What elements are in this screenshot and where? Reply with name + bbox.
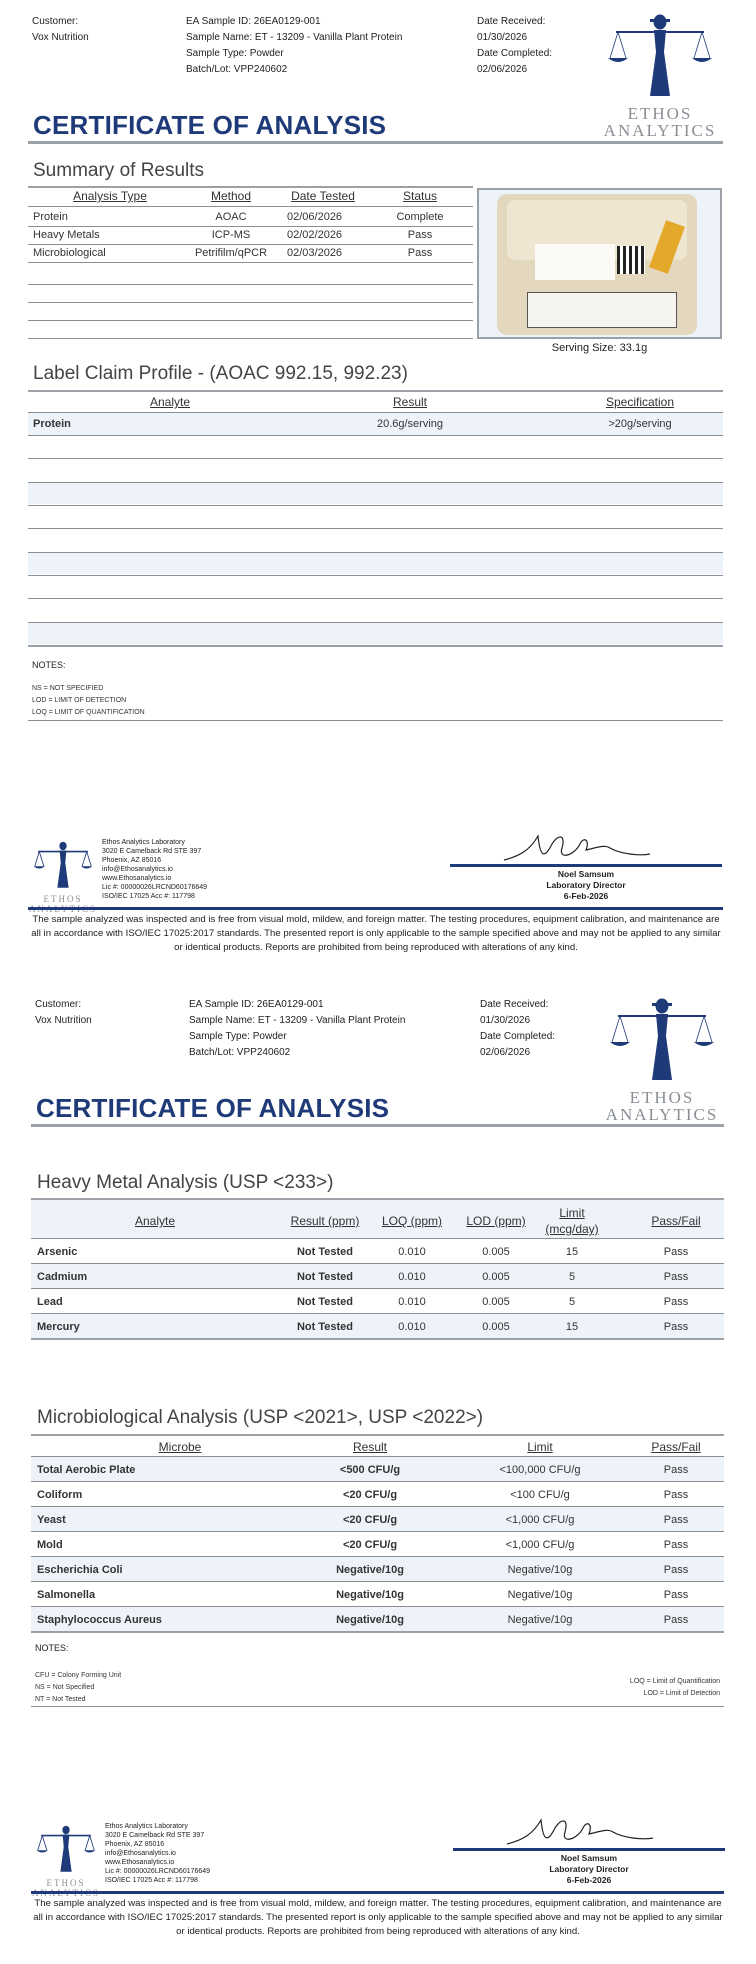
micro-cell: <500 CFU/g <box>339 1464 401 1476</box>
micro-cell: Pass <box>663 1589 689 1601</box>
notes2-bottom-rule <box>31 1706 724 1707</box>
summary-rule <box>28 262 473 263</box>
hm-cell: 0.010 <box>398 1321 426 1333</box>
customer-label-p2: Customer: <box>35 999 82 1010</box>
micro-cell: Yeast <box>37 1514 66 1526</box>
lab-info <box>102 838 207 901</box>
date-received-label: Date Received: <box>477 16 546 27</box>
sample-name-p2: Sample Name: ET - 13209 - Vanilla Plant Protein <box>189 1015 406 1026</box>
micro-cell: <100,000 CFU/g <box>499 1464 581 1476</box>
notes2-cfu: CFU = Colony Forming Unit <box>35 1672 122 1679</box>
micro-cell: Negative/10g <box>507 1589 573 1601</box>
micro-top-rule <box>31 1434 724 1436</box>
summary-title: Summary of Results <box>33 160 205 181</box>
summary-rule <box>28 206 473 207</box>
signer-name-p2: Noel Samsum <box>560 1853 618 1863</box>
label-rule <box>28 552 723 553</box>
hm-cell: Pass <box>663 1246 689 1258</box>
label-row-band <box>28 552 723 574</box>
summary-row-1-date: 02/06/2026 <box>287 211 343 223</box>
micro-cell: Pass <box>663 1539 689 1551</box>
label-row-1-analyte: Protein <box>33 418 71 430</box>
logo-line-2: ANALYTICS <box>603 121 717 140</box>
micro-cell: Pass <box>663 1564 689 1576</box>
signature-image-p2 <box>503 1810 663 1850</box>
product-label-white <box>535 244 615 280</box>
hm-cell: 5 <box>568 1296 576 1308</box>
micro-cell: <20 CFU/g <box>342 1539 398 1551</box>
title-rule-p2 <box>31 1124 724 1127</box>
customer-label: Customer: <box>32 16 79 27</box>
ethos-logo <box>598 8 722 138</box>
summary-col-analysis-type: Analysis Type <box>73 189 147 203</box>
lab-info-line: 3020 E Camelback Rd STE 397 <box>102 848 202 855</box>
hm-cell: 0.010 <box>398 1296 426 1308</box>
hm-col-loq: LOQ (ppm) <box>381 1214 442 1228</box>
sample-id-p2: EA Sample ID: 26EA0129-001 <box>189 999 324 1010</box>
micro-cell: Pass <box>663 1464 689 1476</box>
serving-size: Serving Size: 33.1g <box>551 342 648 354</box>
lab-info-line: www.Ethosanalytics.io <box>105 1859 175 1866</box>
micro-rule <box>31 1581 724 1582</box>
lab-info-line: Phoenix, AZ 85016 <box>105 1841 165 1848</box>
micro-cell: Negative/10g <box>336 1564 404 1576</box>
hm-cell: Arsenic <box>37 1246 78 1258</box>
lab-info-line: Ethos Analytics Laboratory <box>105 1823 188 1830</box>
footer-disclaimer-p2: The sample analyzed was inspected and is free from visual mold, mildew, and foreign matter. The testing procedures, equipment calibration, and maintenance are all in accordance with ISO/IEC 17025:2017 standards. The presented report is only applicable to the sample specified above and may not be applied to any similar or identical products. Reports are prohibited from being reproduced with alterations of any kind. <box>33 1898 723 1937</box>
summary-rule <box>28 284 473 285</box>
micro-cell: Pass <box>663 1489 689 1501</box>
label-row-band <box>28 622 723 644</box>
signature-rule <box>450 864 722 867</box>
footer-disclaimer: The sample analyzed was inspected and is free from visual mold, mildew, and foreign matter. The testing procedures, equipment calibration, and maintenance are all in accordance with ISO/IEC 17025:2017 standards. The presented report is only applicable to the sample specified above and may not be applied to any similar or identical products. Reports are prohibited from being reproduced with alterations of any kind. <box>31 914 721 953</box>
micro-cell: Coliform <box>37 1489 83 1501</box>
micro-cell: <1,000 CFU/g <box>505 1514 575 1526</box>
lab-info-line: Ethos Analytics Laboratory <box>102 839 185 846</box>
summary-top-rule <box>28 186 473 188</box>
summary-rule <box>28 244 473 245</box>
lab-info-line: www.Ethosanalytics.io <box>102 875 172 882</box>
micro-rule <box>31 1631 724 1633</box>
signer-role-p2: Laboratory Director <box>549 1864 629 1874</box>
micro-rule <box>31 1481 724 1482</box>
summary-row-2-type: Heavy Metals <box>33 229 100 241</box>
lab-info-line: Lic #: 00000026LRCND60176649 <box>102 884 208 891</box>
hm-cell: Pass <box>663 1321 689 1333</box>
label-rule <box>28 598 723 599</box>
micro-cell: Pass <box>663 1514 689 1526</box>
date-received-p2: 01/30/2026 <box>480 1015 531 1026</box>
product-photo-frame <box>477 188 722 339</box>
notes-line-loq: LOQ = LIMIT OF QUANTIFICATION <box>32 709 145 716</box>
micro-col-result: Result <box>352 1440 387 1454</box>
hm-cell: Pass <box>663 1271 689 1283</box>
sample-id: EA Sample ID: 26EA0129-001 <box>186 16 321 27</box>
scales-of-justice-icon <box>598 8 722 100</box>
hm-cell: 0.010 <box>398 1271 426 1283</box>
hm-cell: Not Tested <box>296 1271 354 1283</box>
summary-rule <box>28 302 473 303</box>
logo-line-2-p2: ANALYTICS <box>605 1105 719 1124</box>
notes-bottom-rule <box>28 720 723 721</box>
date-completed-p2: 02/06/2026 <box>480 1047 531 1058</box>
summary-rule <box>28 320 473 321</box>
date-received: 01/30/2026 <box>477 32 528 43</box>
micro-cell: Negative/10g <box>336 1589 404 1601</box>
label-rule <box>28 575 723 576</box>
lab-info-line: Lic #: 00000026LRCND60176649 <box>105 1868 211 1875</box>
signature-image <box>500 826 660 866</box>
hm-cell: Lead <box>37 1296 63 1308</box>
notes2-ns: NS = Not Specified <box>35 1684 95 1691</box>
hm-col-limit: Limit (mcg/day) <box>545 1206 599 1236</box>
notes2-title: NOTES: <box>35 1643 69 1653</box>
notes-line-lod: LOD = LIMIT OF DETECTION <box>32 697 127 704</box>
micro-title: Microbiological Analysis (USP <2021>, USP <2022>) <box>37 1407 484 1428</box>
summary-row-3-method: Petrifilm/qPCR <box>194 247 268 259</box>
hm-rule <box>31 1288 724 1289</box>
signer-role: Laboratory Director <box>546 880 626 890</box>
lab-logo-line-1-p2: ETHOS <box>46 1878 86 1888</box>
micro-col-pass-fail: Pass/Fail <box>651 1440 701 1454</box>
notes-line-ns: NS = NOT SPECIFIED <box>32 685 104 692</box>
page-title: CERTIFICATE OF ANALYSIS <box>33 110 387 140</box>
lab-info-p2 <box>105 1822 210 1885</box>
product-sample-label <box>527 292 677 328</box>
label-rule <box>28 435 723 436</box>
summary-col-method: Method <box>210 189 252 203</box>
hm-rule <box>31 1338 724 1340</box>
micro-cell: Negative/10g <box>336 1614 404 1626</box>
hm-cell: 15 <box>565 1246 579 1258</box>
lab-info-line: 3020 E Camelback Rd STE 397 <box>105 1832 205 1839</box>
signature-rule-p2 <box>453 1848 725 1851</box>
notes2-nt: NT = Not Tested <box>35 1696 86 1703</box>
micro-cell: Mold <box>37 1539 63 1551</box>
summary-row-2-status: Pass <box>407 229 433 241</box>
hm-cell: Mercury <box>37 1321 80 1333</box>
hm-col-analyte: Analyte <box>134 1214 176 1228</box>
hm-cell: Not Tested <box>296 1321 354 1333</box>
product-photo <box>497 194 697 335</box>
summary-rule <box>28 338 473 339</box>
hm-cell: 5 <box>568 1271 576 1283</box>
signer-date: 6-Feb-2026 <box>563 891 609 901</box>
hm-cell: 0.005 <box>482 1246 510 1258</box>
micro-col-limit: Limit <box>527 1440 553 1454</box>
date-completed: 02/06/2026 <box>477 64 528 75</box>
notes2-lod: LOD = Limit of Detection <box>643 1690 720 1697</box>
heavy-metals-title: Heavy Metal Analysis (USP <233>) <box>37 1172 334 1193</box>
label-col-analyte: Analyte <box>149 395 191 409</box>
customer-name-p2: Vox Nutrition <box>35 1015 92 1026</box>
micro-cell: Salmonella <box>37 1589 96 1601</box>
micro-rule <box>31 1531 724 1532</box>
date-completed-label: Date Completed: <box>477 48 553 59</box>
lab-info-line: info@Ethosanalytics.io <box>102 866 173 873</box>
hm-cell: Not Tested <box>296 1296 354 1308</box>
page-title-p2: CERTIFICATE OF ANALYSIS <box>36 1093 390 1123</box>
hm-cell: 15 <box>565 1321 579 1333</box>
micro-cell: Total Aerobic Plate <box>37 1464 136 1476</box>
label-rule <box>28 622 723 623</box>
notes-title: NOTES: <box>32 660 66 670</box>
micro-cell: Staphylococcus Aureus <box>37 1614 162 1626</box>
summary-row-3-date: 02/03/2026 <box>287 247 343 259</box>
date-completed-label-p2: Date Completed: <box>480 1031 556 1042</box>
qr-code-icon <box>617 246 645 274</box>
label-rule <box>28 645 723 647</box>
label-rule <box>28 482 723 483</box>
lab-info-line: ISO/IEC 17025 Acc #: 117798 <box>105 1877 198 1884</box>
signer-date-p2: 6-Feb-2026 <box>566 1875 612 1885</box>
title-rule <box>28 141 723 144</box>
summary-row-3-type: Microbiological <box>33 247 106 259</box>
summary-row-2-method: ICP-MS <box>211 229 251 241</box>
sample-name: Sample Name: ET - 13209 - Vanilla Plant Protein <box>186 32 403 43</box>
label-row-band <box>28 482 723 504</box>
sample-type-p2: Sample Type: Powder <box>189 1031 287 1042</box>
label-rule <box>28 458 723 459</box>
hm-col-result: Result (ppm) <box>290 1214 360 1228</box>
customer-name: Vox Nutrition <box>32 32 89 43</box>
summary-col-status: Status <box>402 189 438 203</box>
logo-line-1: ETHOS <box>627 104 693 123</box>
signer-name: Noel Samsum <box>557 869 615 879</box>
date-received-label-p2: Date Received: <box>480 999 549 1010</box>
notes2-loq: LOQ = Limit of Quantification <box>629 1678 720 1685</box>
batch-lot: Batch/Lot: VPP240602 <box>186 64 288 75</box>
micro-cell: Pass <box>663 1614 689 1626</box>
scales-of-justice-icon <box>28 838 98 890</box>
ethos-logo-p2 <box>600 992 724 1122</box>
micro-cell: <1,000 CFU/g <box>505 1539 575 1551</box>
scales-of-justice-icon <box>600 992 724 1084</box>
logo-line-1-p2: ETHOS <box>629 1088 695 1107</box>
footer-rule <box>28 907 723 910</box>
hm-cell: Pass <box>663 1296 689 1308</box>
summary-row-3-status: Pass <box>407 247 433 259</box>
micro-cell: <20 CFU/g <box>342 1489 398 1501</box>
label-row-1-spec: >20g/serving <box>608 418 672 430</box>
summary-rule <box>28 226 473 227</box>
lab-logo-p2 <box>31 1822 101 1892</box>
label-row-1-result: 20.6g/serving <box>376 418 444 430</box>
hm-col-lod: LOD (ppm) <box>466 1214 526 1228</box>
micro-col-microbe: Microbe <box>158 1440 202 1454</box>
lab-info-line: Phoenix, AZ 85016 <box>102 857 162 864</box>
micro-cell: Escherichia Coli <box>37 1564 123 1576</box>
micro-cell: <20 CFU/g <box>342 1514 398 1526</box>
micro-cell: <100 CFU/g <box>510 1489 570 1501</box>
hm-cell: Cadmium <box>37 1271 88 1283</box>
lab-info-line: info@Ethosanalytics.io <box>105 1850 176 1857</box>
micro-cell: Negative/10g <box>507 1564 573 1576</box>
summary-row-1-status: Complete <box>396 211 444 223</box>
hm-cell: 0.005 <box>482 1321 510 1333</box>
scales-of-justice-icon <box>31 1822 101 1874</box>
hm-col-pass-fail: Pass/Fail <box>651 1214 701 1228</box>
hm-cell: 0.005 <box>482 1271 510 1283</box>
label-rule <box>28 505 723 506</box>
micro-cell: Negative/10g <box>507 1614 573 1626</box>
hm-rule <box>31 1238 724 1239</box>
lab-logo <box>28 838 98 908</box>
summary-row-1-method: AOAC <box>215 211 247 223</box>
label-col-result: Result <box>392 395 427 409</box>
label-rule <box>28 528 723 529</box>
lab-logo-line-1: ETHOS <box>43 894 83 904</box>
hm-cell: 0.010 <box>398 1246 426 1258</box>
label-claim-title: Label Claim Profile - (AOAC 992.15, 992.23) <box>33 363 408 384</box>
lab-info-line: ISO/IEC 17025 Acc #: 117798 <box>102 893 195 900</box>
label-claim-top-rule <box>28 390 723 392</box>
hm-cell: 0.005 <box>482 1296 510 1308</box>
batch-lot-p2: Batch/Lot: VPP240602 <box>189 1047 291 1058</box>
label-col-specification: Specification <box>605 395 675 409</box>
sample-type: Sample Type: Powder <box>186 48 284 59</box>
hm-cell: Not Tested <box>296 1246 354 1258</box>
summary-col-date-tested: Date Tested <box>291 189 355 203</box>
summary-row-1-type: Protein <box>33 211 68 223</box>
footer-rule-p2 <box>31 1891 724 1894</box>
summary-row-2-date: 02/02/2026 <box>287 229 343 241</box>
